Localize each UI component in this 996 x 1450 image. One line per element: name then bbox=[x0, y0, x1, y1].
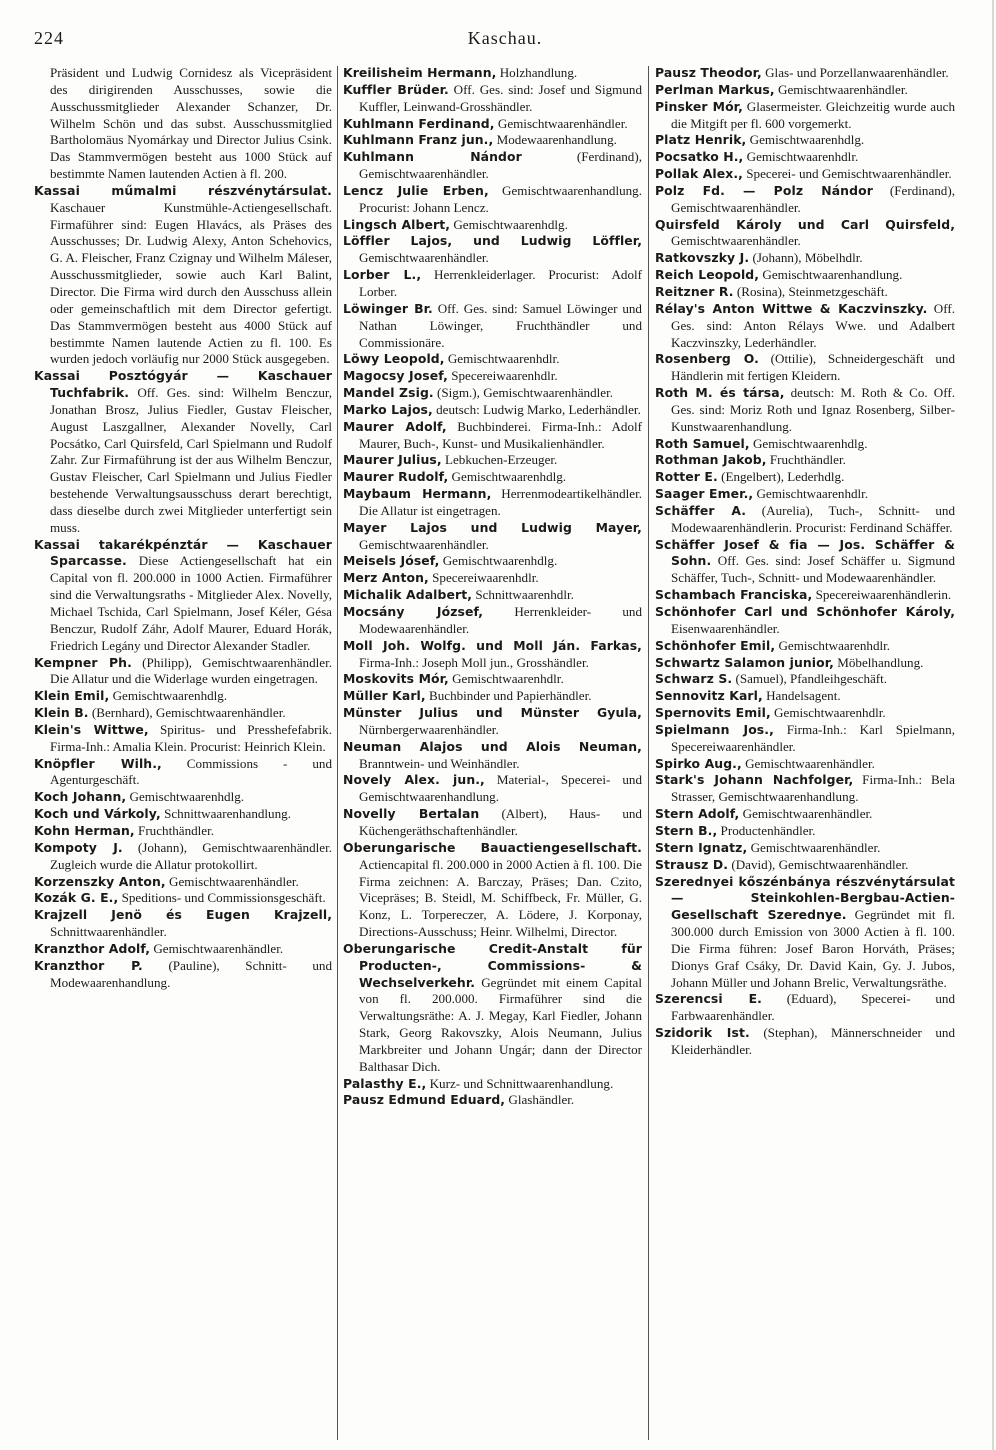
entry-name: Löwinger Br. bbox=[343, 300, 433, 316]
entry-name: Ratkovszky J. bbox=[655, 250, 750, 266]
entry-name: Schönhofer Carl und Schönhofer Károly, bbox=[655, 604, 955, 619]
directory-entry bbox=[343, 570, 642, 587]
entry-text: Holzhandlung. bbox=[499, 65, 578, 80]
directory-entry bbox=[343, 587, 642, 604]
directory-entry bbox=[343, 368, 642, 385]
entry-name: Pausz Theodor, bbox=[655, 65, 762, 80]
directory-entry bbox=[655, 284, 955, 301]
entry-name: Rosenberg O. bbox=[655, 351, 759, 367]
entry-text: Handelsagent. bbox=[766, 688, 841, 704]
entry-text: Buchbinder und Papierhändler. bbox=[428, 688, 592, 704]
entry-name: Müller Karl, bbox=[343, 688, 426, 704]
directory-entry bbox=[34, 941, 332, 958]
directory-entry bbox=[34, 722, 332, 756]
entry-name: Mandel Zsig. bbox=[343, 385, 434, 401]
entry-text: Off. Ges. sind: Anton Rélays Wwe. und Adalbert Kaczvinszky, Lederhändler. bbox=[671, 300, 955, 350]
directory-entry bbox=[655, 351, 955, 385]
entry-text: (Johann), Gemischtwaarenhändler. Zugleich wurde die Allatur protokollirt. bbox=[50, 839, 332, 872]
directory-entry bbox=[655, 857, 955, 874]
directory-entry bbox=[343, 267, 642, 301]
entry-text: Commissions - und Agenturgeschäft. bbox=[50, 755, 332, 788]
directory-entry bbox=[343, 82, 642, 116]
entry-text: Eisenwaarenhändler. bbox=[671, 620, 780, 636]
entry-text: Gemischtwaarenhändler. bbox=[359, 536, 489, 552]
entry-text: Glashändler. bbox=[508, 1092, 575, 1108]
entry-name: Magocsy Josef, bbox=[343, 368, 448, 384]
directory-entry bbox=[343, 638, 642, 672]
entry-name: Reich Leopold, bbox=[655, 267, 760, 283]
directory-entry bbox=[34, 958, 332, 992]
entry-text: Gemischtwaarenhdlr. bbox=[746, 149, 859, 165]
entry-name: Kohn Herman, bbox=[34, 822, 135, 838]
entry-name: Koch Johann, bbox=[34, 789, 127, 805]
entry-name: Maurer Rudolf, bbox=[343, 469, 449, 485]
directory-entry bbox=[655, 486, 955, 503]
directory-entry bbox=[34, 183, 332, 368]
directory-entry bbox=[655, 655, 955, 672]
directory-entry bbox=[343, 132, 642, 149]
directory-entry bbox=[343, 65, 642, 82]
directory-entry bbox=[655, 65, 955, 82]
directory-column-1 bbox=[34, 65, 332, 1442]
directory-entry bbox=[655, 217, 955, 251]
entry-text: (Albert), Haus- und Küchengeräthschaftenhändler. bbox=[359, 806, 642, 838]
entry-text: Gemischtwaarenhandlung. Procurist: Johann Lencz. bbox=[359, 182, 642, 215]
entry-text: Specereiwaarenhändlerin. bbox=[815, 587, 952, 603]
directory-entry bbox=[655, 385, 955, 436]
entry-name: Koch und Várkoly, bbox=[34, 806, 161, 822]
directory-entry bbox=[655, 301, 955, 352]
entry-name: Knöpfler Wilh., bbox=[34, 755, 162, 771]
directory-entry bbox=[34, 874, 332, 891]
entry-name: Klein Emil, bbox=[34, 688, 110, 704]
entry-name: Klein B. bbox=[34, 705, 89, 721]
directory-entry bbox=[343, 486, 642, 520]
entry-text: Fruchthändler. bbox=[769, 452, 846, 468]
directory-entry bbox=[655, 587, 955, 604]
entry-name: Quirsfeld Károly und Carl Quirsfeld, bbox=[655, 216, 955, 232]
directory-entry bbox=[655, 772, 955, 806]
entry-text: Material-, Specerei- und Gemischtwaarenhandlung. bbox=[359, 772, 642, 805]
entry-name: Stern Adolf, bbox=[655, 806, 740, 822]
entry-name: Löffler Lajos, und Ludwig Löffler, bbox=[343, 233, 642, 249]
directory-entry bbox=[655, 469, 955, 486]
directory-entry bbox=[655, 1025, 955, 1059]
entry-name: Mocsány József, bbox=[343, 604, 484, 619]
directory-entry bbox=[34, 688, 332, 705]
directory-column-2 bbox=[343, 65, 642, 1442]
entry-text: Firma-Inh.: Karl Spielmann, Specereiwaarenhändler. bbox=[671, 721, 955, 754]
entry-text: (Rosina), Steinmetzgeschäft. bbox=[736, 283, 888, 299]
entry-text: Gemischtwaarenhdlg. bbox=[752, 435, 868, 451]
directory-entry bbox=[655, 452, 955, 469]
page-edge bbox=[992, 0, 994, 1450]
entry-name: Kuhlmann Ferdinand, bbox=[343, 115, 495, 131]
entry-text: Gemischtwaarenhdlg. bbox=[451, 469, 567, 485]
directory-entry bbox=[343, 739, 642, 773]
entry-name: Saager Emer., bbox=[655, 486, 754, 502]
entry-text: Branntwein- und Weinhändler. bbox=[359, 755, 520, 771]
directory-entry bbox=[343, 419, 642, 453]
entry-text: Glasermeister. Gleichzeitig wurde auch die Mitgift per fl. 600 vorgemerkt. bbox=[671, 98, 955, 131]
entry-text: (Sigm.), Gemischtwaarenhändler. bbox=[437, 385, 614, 401]
entry-text: Herrenkleider- und Modewaarenhändler. bbox=[359, 604, 642, 636]
entry-name: Schwartz Salamon junior, bbox=[655, 654, 834, 670]
directory-entry bbox=[34, 907, 332, 941]
page-header bbox=[34, 28, 976, 52]
entry-text: Gemischtwaarenhändler. bbox=[671, 233, 801, 249]
entry-name: Spielmann Jos., bbox=[655, 721, 774, 737]
directory-entry bbox=[343, 604, 642, 638]
directory-entry bbox=[34, 823, 332, 840]
entry-text: Off. Ges. sind: Josef und Sigmund Kuffler, Leinwand-Grosshändler. bbox=[359, 81, 642, 114]
directory-entry bbox=[343, 688, 642, 705]
entry-name: Moskovits Mór, bbox=[343, 671, 449, 687]
entry-text: Buchbinderei. Firma-Inh.: Adolf Maurer, Buch-, Kunst- und Musikalienhändler. bbox=[359, 418, 642, 451]
entry-name: Roth M. és társa, bbox=[655, 385, 785, 401]
directory-entry bbox=[655, 823, 955, 840]
entry-text: Gemischtwaarenhdlg. bbox=[749, 132, 865, 148]
entry-name: Perlman Markus, bbox=[655, 81, 775, 97]
entry-name: Stark's Johann Nachfolger, bbox=[655, 772, 854, 788]
directory-entry bbox=[343, 183, 642, 217]
entry-text: Off. Ges. sind: Samuel Löwinger und Nathan Löwinger, Fruchthändler und Commissionäre. bbox=[359, 300, 642, 350]
entry-text: Gegründet mit einem Capital von fl. 200.000. Firmaführer sind die Verwaltungsräthe: A. J. Megay, Karl Fiedler, Johann Stark, Georg Rakovszky, Alois Neumann, Julius Markbreiter und Johann Ungár; dann der Director Balthasar Dich. bbox=[359, 974, 642, 1074]
entry-text: Gemischtwaarenhdlr. bbox=[778, 637, 891, 653]
directory-entry bbox=[655, 705, 955, 722]
entry-text: (Pauline), Schnitt- und Modewaarenhandlung. bbox=[50, 957, 332, 990]
entry-text: Speditions- und Commissionsgeschäft. bbox=[121, 890, 326, 906]
directory-entry bbox=[655, 149, 955, 166]
entry-name: Novely Alex. jun., bbox=[343, 772, 485, 788]
entry-text: Specerei- und Gemischtwaarenhändler. bbox=[746, 166, 952, 182]
directory-entry bbox=[343, 553, 642, 570]
entry-name: Spirko Aug., bbox=[655, 755, 742, 771]
directory-entry bbox=[343, 671, 642, 688]
entry-text: Gemischtwaarenhdlg. bbox=[129, 789, 245, 805]
entry-text: (Samuel), Pfandleihgeschäft. bbox=[735, 671, 888, 687]
directory-entry bbox=[343, 402, 642, 419]
entry-text: Gemischtwaarenhdlr. bbox=[447, 351, 560, 367]
directory-entry bbox=[655, 991, 955, 1025]
directory-entry bbox=[655, 688, 955, 705]
entry-name: Maurer Adolf, bbox=[343, 418, 447, 434]
entry-name: Schönhofer Emil, bbox=[655, 637, 776, 653]
directory-entry bbox=[655, 132, 955, 149]
entry-text: Glas- und Porzellanwaarenhändler. bbox=[765, 65, 949, 80]
directory-entry bbox=[655, 250, 955, 267]
entry-text: Specereiwaarenhdlr. bbox=[451, 368, 558, 384]
entry-text: Gemischtwaarenhändler. bbox=[359, 250, 489, 266]
directory-column-3 bbox=[655, 65, 955, 1442]
directory-entry bbox=[655, 756, 955, 773]
entry-text: Spiritus- und Presshefefabrik. Firma-Inh.: Amalia Klein. Procurist: Heinrich Klein. bbox=[50, 721, 332, 754]
entry-text: Gemischtwaarenhandlung. bbox=[762, 267, 903, 283]
directory-entry bbox=[655, 82, 955, 99]
entry-text: deutsch: Ludwig Marko, Lederhändler. bbox=[436, 401, 641, 417]
directory-entry bbox=[343, 217, 642, 234]
entry-text: (Eduard), Specerei- und Farbwaarenhändler. bbox=[671, 991, 955, 1024]
directory-entry bbox=[343, 520, 642, 554]
entry-name: Szerencsi E. bbox=[655, 991, 762, 1007]
entry-name: Löwy Leopold, bbox=[343, 351, 445, 367]
page-number: 224 bbox=[34, 28, 64, 48]
directory-entry bbox=[343, 806, 642, 840]
directory-entry bbox=[655, 874, 955, 992]
entry-text: Gemischtwaarenhdlg. bbox=[453, 216, 568, 232]
directory-entry bbox=[655, 503, 955, 537]
directory-entry bbox=[655, 267, 955, 284]
entry-name: Oberungarische Credit-Anstalt für Producten-, Commissions- & Wechselverkehr. bbox=[343, 940, 642, 990]
directory-entry bbox=[34, 705, 332, 722]
directory-entry bbox=[343, 385, 642, 402]
directory-entry bbox=[655, 604, 955, 638]
entry-text: Firma-Inh.: Bela Strasser, Gemischtwaarenhandlung. bbox=[671, 772, 955, 805]
entry-text: Diese Actiengesellschaft hat ein Capital von fl. 200.000 in 1000 Actien. Firmaführer sind die Verwaltungsraths - Mitglieder Alex. Novelly, Michael Tschida, Carl Spielmann, Josef Kéler, Gésa Benczur, Rudolf Záhr, Adolf Maurer, Eduard Horák, Friedrich Legány und Director Alexander Stadler. bbox=[50, 553, 332, 653]
directory-entry bbox=[343, 772, 642, 806]
entry-text: (Philipp), Gemischtwaarenhändler. Die Allatur und die Widerlage wurden eingetragen. bbox=[50, 654, 332, 687]
entry-name: Kuhlmann Franz jun., bbox=[343, 132, 494, 148]
entry-text: Modewaarenhandlung. bbox=[496, 132, 617, 148]
directory-entry bbox=[655, 722, 955, 756]
directory-entry bbox=[343, 452, 642, 469]
entry-name: Strausz D. bbox=[655, 856, 729, 872]
entry-name: Klein's Wittwe, bbox=[34, 721, 149, 737]
entry-text: Gemischtwaarenhändler. bbox=[745, 755, 875, 771]
entry-name: Sennovitz Karl, bbox=[655, 688, 763, 704]
entry-text: Gemischtwaarenhändler. bbox=[169, 873, 299, 889]
entry-text: Schnittwaarenhändler. bbox=[50, 924, 167, 940]
entry-name: Korzenszky Anton, bbox=[34, 873, 166, 889]
entry-name: Pausz Edmund Eduard, bbox=[343, 1092, 506, 1108]
entry-text: (Ferdinand), Gemischtwaarenhändler. bbox=[359, 149, 642, 182]
entry-text: Gemischtwaarenhändler. bbox=[153, 940, 284, 956]
directory-entry bbox=[655, 166, 955, 183]
entry-text: (Bernhard), Gemischtwaarenhändler. bbox=[91, 705, 286, 721]
entry-text: Gemischtwaarenhdlr. bbox=[756, 486, 869, 502]
entry-name: Kassai műmalmi részvénytársulat. bbox=[34, 182, 332, 198]
entry-text: Kurz- und Schnittwaarenhandlung. bbox=[429, 1075, 614, 1091]
entry-text: Präsident und Ludwig Cornidesz als Vicepräsident des dirigirenden Ausschusses, sowie die Ausschussmitglieder Alexander Schanzer, Dr. Wilhelm Schön und das subst. Ausschussmitglied Bartholomäus Nyomárkay und Director Julius Csink. Das Stammvermögen besteht aus 1000 Stück auf bestimmte Namen lautenden Actien à fl. 200. bbox=[50, 65, 332, 182]
column-rule-right bbox=[648, 66, 649, 1440]
entry-name: Schambach Franciska, bbox=[655, 587, 813, 603]
entry-name: Platz Henrik, bbox=[655, 132, 747, 148]
entry-text: Schnittwaarenhandlung. bbox=[164, 806, 291, 822]
entry-text: Gemischtwaarenhdlr. bbox=[452, 671, 564, 687]
entry-text: Gemischtwaarenhändler. bbox=[750, 839, 881, 855]
entry-name: Münster Julius und Münster Gyula, bbox=[343, 705, 642, 721]
entry-name: Roth Samuel, bbox=[655, 435, 750, 451]
directory-entry bbox=[34, 890, 332, 907]
directory-entry bbox=[34, 789, 332, 806]
entry-name: Michalik Adalbert, bbox=[343, 587, 473, 603]
entry-name: Kuhlmann Nándor bbox=[343, 149, 522, 165]
entry-text: Off. Ges. sind: Josef Schäffer u. Sigmund Schäffer, Tuch-, Schnitt- und Modewaarenhändler. bbox=[671, 553, 955, 586]
entry-name: Kempner Ph. bbox=[34, 654, 132, 670]
directory-entry bbox=[655, 671, 955, 688]
entry-text: Gemischtwaarenhändler. bbox=[497, 115, 628, 131]
directory-entry bbox=[34, 806, 332, 823]
entry-text: Productenhändler. bbox=[720, 822, 816, 838]
entry-name: Stern Ignatz, bbox=[655, 839, 748, 855]
column-rule-left bbox=[337, 66, 338, 1440]
entry-name: Maybaum Hermann, bbox=[343, 486, 492, 502]
entry-text: Nürnbergerwaarenhändler. bbox=[359, 721, 499, 737]
directory-entry bbox=[655, 806, 955, 823]
entry-name: Pocsatko H., bbox=[655, 149, 744, 165]
entry-name: Schwarz S. bbox=[655, 671, 733, 687]
entry-name: Kompoty J. bbox=[34, 839, 123, 855]
directory-entry bbox=[343, 840, 642, 941]
directory-entry bbox=[34, 65, 332, 183]
directory-entry bbox=[343, 705, 642, 739]
directory-entry bbox=[34, 756, 332, 790]
entry-name: Lorber L., bbox=[343, 267, 422, 283]
entry-name: Pollak Alex., bbox=[655, 166, 743, 182]
entry-text: (Engelbert), Lederhdlg. bbox=[721, 469, 845, 485]
directory-entry bbox=[655, 840, 955, 857]
entry-name: Kassai Posztógyár — Kaschauer Tuchfabrik. bbox=[34, 368, 332, 401]
entry-text: Schnittwaarenhdlr. bbox=[475, 587, 574, 603]
directory-entry bbox=[343, 149, 642, 183]
entry-name: Schäffer Josef & fia — Jos. Schäffer & Sohn. bbox=[655, 536, 955, 569]
directory-entry bbox=[655, 537, 955, 588]
directory-entry bbox=[343, 116, 642, 133]
entry-text: Gemischtwaarenhdlr. bbox=[774, 705, 886, 721]
entry-name: Kassai takarékpénztár — Kaschauer Sparcasse. bbox=[34, 536, 332, 569]
entry-text: (Ottilie), Schneidergeschäft und Händlerin mit fertigen Kleidern. bbox=[671, 351, 955, 384]
entry-name: Pinsker Mór, bbox=[655, 98, 743, 114]
entry-name: Moll Joh. Wolfg. und Moll Ján. Farkas, bbox=[343, 637, 642, 653]
entry-text: Gemischtwaarenhändler. bbox=[742, 806, 873, 822]
entry-text: Fruchthändler. bbox=[138, 822, 215, 838]
entry-text: Gemischtwaarenhändler. bbox=[777, 81, 908, 97]
running-head: Kaschau. bbox=[467, 28, 543, 48]
entry-name: Szerednyei kőszénbánya részvénytársulat — Steinkohlen-Bergbau-Actien-Gesellschaft Szerednye. bbox=[655, 873, 955, 923]
entry-name: Kreilisheim Hermann, bbox=[343, 65, 497, 80]
entry-name: Marko Lajos, bbox=[343, 401, 433, 417]
entry-name: Maurer Julius, bbox=[343, 452, 442, 468]
entry-text: Off. Ges. sind: Wilhelm Benczur, Jonathan Brosz, Julius Fiedler, Gustav Fleischer, August Laszgallner, Alexander Novelly, Carl Pocsátko, Carl Quirsfeld, Carl Spielmann und Rudolf Zahr. Zur Firmaführung ist der aus Wilhelm Benczur, Gustav Fleischer, Carl Spielmann und Julius Fiedler bestehende Verwaltungsausschuss derart berechtigt, dass dieselbe durch zwei Mitglieder unterfertigt sein muss. bbox=[50, 385, 332, 535]
entry-name: Kranzthor P. bbox=[34, 957, 143, 973]
entry-text: Gegründet mit fl. 300.000 durch Emission von 3000 Actien à fl. 100. Die Firma führen: Josef Baron Horváth, Präses; Dionys Graf Csáky, Dr. David Kain, Gy. J. Jubos, Johann Müller und Johann Brelic, Verwaltungsräthe. bbox=[671, 907, 955, 990]
entry-text: Herrenmodeartikelhändler. Die Allatur ist eingetragen. bbox=[359, 486, 642, 518]
entry-name: Lencz Julie Erben, bbox=[343, 182, 489, 198]
entry-text: (Aurelia), Tuch-, Schnitt- und Modewaarenhändlerin. Procurist: Ferdinand Schäffer. bbox=[671, 502, 955, 535]
entry-text: (David), Gemischtwaarenhändler. bbox=[731, 856, 909, 872]
directory-entry bbox=[343, 941, 642, 1076]
entry-text: Gemischtwaarenhdlg. bbox=[112, 688, 228, 704]
entry-name: Novelly Bertalan bbox=[343, 806, 480, 822]
directory-entry bbox=[655, 638, 955, 655]
directory-entry bbox=[343, 1092, 642, 1109]
directory-entry bbox=[343, 301, 642, 352]
entry-text: Gemischtwaarenhdlg. bbox=[442, 553, 558, 569]
directory-entry bbox=[34, 840, 332, 874]
entry-name: Meisels Jósef, bbox=[343, 553, 440, 569]
entry-text: Kaschauer Kunstmühle-Actiengesellschaft. Firmaführer sind: Eugen Hlavács, als Präses des Ausschusses; Dr. Ludwig Alexy, Anton Schehovics, G. A. Fleischer, Franz Czignay und Wilhelm Máleser, Ausschussmitglieder, sowie auch Karl Balint, Director. Die Firma wird durch den Ausschuss allein oder gemeinschaftlich mit dem Director gefertigt. Das Stammvermögen besteht aus 4000 Stück auf bestimmte Namen lautende Actien zu fl. 100. Es wurden jedoch vorläufig nur 2000 Stück ausgegeben. bbox=[50, 199, 332, 367]
entry-name: Lingsch Albert, bbox=[343, 216, 451, 232]
entry-name: Rotter E. bbox=[655, 469, 718, 485]
entry-text: Möbelhandlung. bbox=[837, 654, 924, 670]
entry-name: Krajzell Jenö és Eugen Krajzell, bbox=[34, 907, 332, 923]
entry-name: Schäffer A. bbox=[655, 502, 747, 518]
entry-name: Stern B., bbox=[655, 822, 718, 838]
entry-name: Kuffler Brüder. bbox=[343, 81, 449, 97]
directory-entry bbox=[655, 436, 955, 453]
directory-entry bbox=[655, 99, 955, 133]
entry-text: (Ferdinand), Gemischtwaarenhändler. bbox=[671, 182, 955, 215]
entry-name: Reitzner R. bbox=[655, 283, 734, 299]
entry-name: Rothman Jakob, bbox=[655, 452, 767, 468]
entry-name: Kranzthor Adolf, bbox=[34, 940, 151, 956]
entry-text: Specereiwaarenhdlr. bbox=[432, 570, 539, 586]
entry-name: Polz Fd. — Polz Nándor bbox=[655, 182, 873, 198]
directory-entry bbox=[34, 655, 332, 689]
entry-name: Neuman Alajos und Alois Neuman, bbox=[343, 738, 642, 754]
entry-name: Palasthy E., bbox=[343, 1075, 427, 1091]
directory-entry bbox=[343, 1076, 642, 1093]
directory-entry bbox=[655, 183, 955, 217]
entry-text: (Stephan), Männerschneider und Kleiderhändler. bbox=[671, 1025, 955, 1057]
entry-text: (Johann), Möbelhdlr. bbox=[752, 250, 863, 266]
entry-text: Herrenkleiderlager. Procurist: Adolf Lorber. bbox=[359, 267, 642, 299]
directory-entry bbox=[343, 351, 642, 368]
entry-text: Firma-Inh.: Joseph Moll jun., Grosshändler. bbox=[359, 654, 589, 670]
entry-name: Kozák G. E., bbox=[34, 890, 119, 906]
entry-text: Lebkuchen-Erzeuger. bbox=[444, 452, 558, 468]
entry-name: Rélay's Anton Wittwe & Kaczvinszky. bbox=[655, 300, 928, 316]
directory-entry bbox=[34, 368, 332, 536]
entry-name: Mayer Lajos und Ludwig Mayer, bbox=[343, 519, 642, 535]
entry-name: Merz Anton, bbox=[343, 570, 429, 586]
entry-name: Szidorik Ist. bbox=[655, 1025, 750, 1041]
entry-name: Spernovits Emil, bbox=[655, 705, 771, 721]
directory-entry bbox=[343, 469, 642, 486]
directory-entry bbox=[34, 537, 332, 655]
entry-text: Actiencapital fl. 200.000 in 2000 Actien à fl. 100. Die Firma zeichnen: A. Barczay, Präses; Dan. Czito, Vicepräses; B. Steidl, M. Schiffbeck, Fr. Müller, G. Konz, L. Torpereczer, A. Lödere, J. Korponay, Directions-Ausschuss; Heinr. Wilhelmi, Director. bbox=[359, 856, 642, 940]
entry-name: Oberungarische Bauactiengesellschaft. bbox=[343, 839, 642, 855]
entry-text: deutsch: M. Roth & Co. Off. Ges. sind: Moriz Roth und Ignaz Rosenberg, Silber-Kunstwaarenhandlung. bbox=[671, 385, 955, 434]
directory-entry bbox=[343, 233, 642, 267]
